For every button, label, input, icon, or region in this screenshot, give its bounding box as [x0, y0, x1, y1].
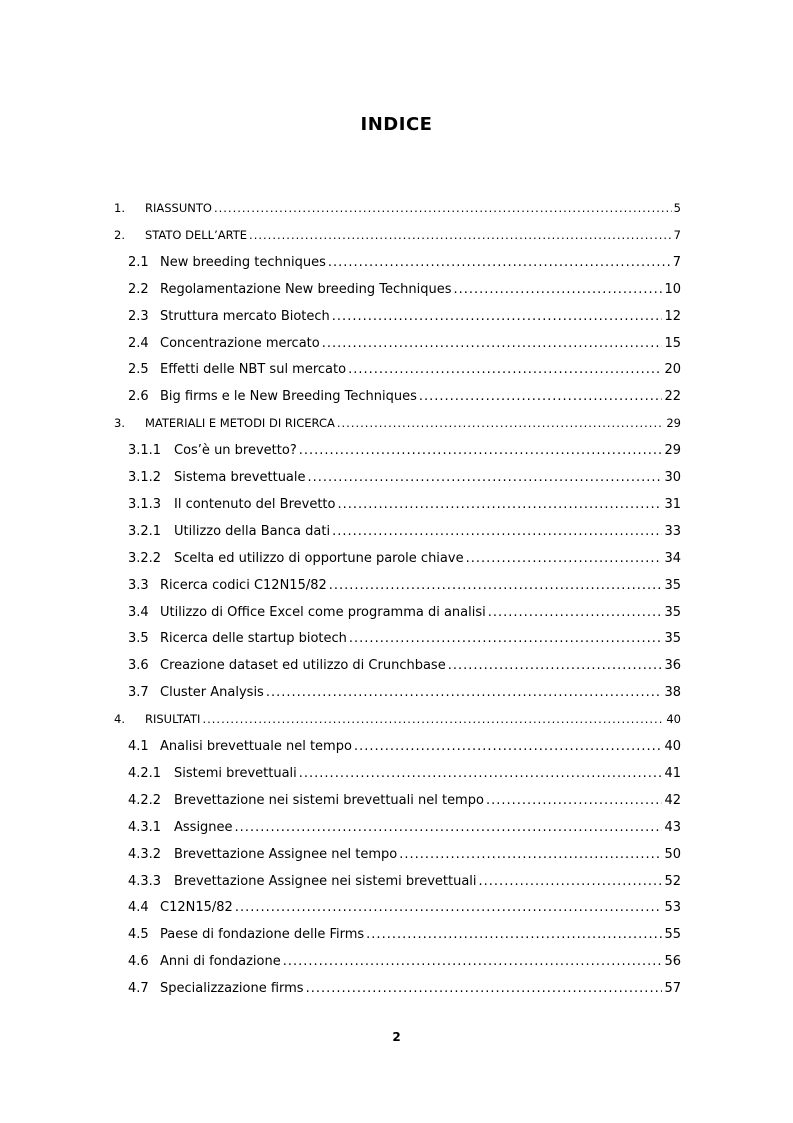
toc-entry-page: 33	[664, 523, 681, 539]
toc-entry[interactable]	[128, 900, 681, 922]
toc-entry[interactable]	[128, 282, 681, 304]
toc-entry[interactable]	[128, 954, 681, 976]
toc-leader-dots	[328, 255, 671, 270]
toc-entry-page: 29	[664, 443, 681, 459]
toc-entry-label: Brevettazione Assignee nel tempo	[174, 846, 398, 862]
toc-entry-label: Utilizzo della Banca dati	[174, 523, 331, 539]
toc-entry-label: Struttura mercato Biotech	[160, 308, 330, 324]
toc-entry-number: 4.3.2	[128, 846, 162, 862]
toc-entry-page: 22	[664, 389, 681, 405]
toc-entry-page: 50	[664, 846, 681, 862]
toc-entry-number: 4.3.3	[128, 873, 162, 889]
toc-leader-dots	[466, 551, 663, 566]
toc-entry-label: Brevettazione Assignee nei sistemi brevettuali	[174, 873, 477, 889]
toc-entry-number: 2.2	[128, 281, 149, 297]
toc-leader-dots	[337, 416, 664, 430]
toc-entry-page: 55	[664, 927, 681, 943]
toc-entry-label: Sistemi brevettuali	[174, 765, 297, 781]
toc-leader-dots	[337, 497, 662, 512]
toc-entry-page: 42	[664, 792, 681, 808]
toc-leader-dots	[329, 578, 663, 593]
toc-entry[interactable]	[128, 820, 681, 842]
toc-entry-number: 1.	[114, 201, 125, 215]
toc-leader-dots	[399, 847, 662, 862]
toc-entry-label: Cluster Analysis	[160, 685, 264, 701]
toc-entry-label: Regolamentazione New breeding Techniques	[160, 281, 452, 297]
toc-leader-dots	[266, 685, 663, 700]
toc-entry-number: 3.1.1	[128, 443, 162, 459]
toc-entry-page: 36	[664, 658, 681, 674]
toc-entry[interactable]	[128, 551, 681, 573]
page-number: 2	[392, 1030, 401, 1044]
toc-entry-page: 20	[664, 362, 681, 378]
toc-entry-page: 10	[664, 281, 681, 297]
toc-entry-label: C12N15/82	[160, 900, 233, 916]
toc-entry[interactable]	[128, 255, 681, 277]
toc-leader-dots	[332, 309, 663, 324]
toc-entry[interactable]	[128, 927, 681, 949]
toc-leader-dots	[202, 712, 664, 726]
toc-entry-page: 5	[673, 201, 681, 215]
toc-entry-label: Ricerca codici C12N15/82	[160, 577, 327, 593]
toc-entry-page: 35	[664, 577, 681, 593]
toc-leader-dots	[448, 658, 663, 673]
toc-entry-page: 7	[672, 254, 681, 270]
toc-entry-number: 3.7	[128, 685, 149, 701]
toc-leader-dots	[453, 282, 662, 297]
toc-entry[interactable]	[128, 443, 681, 465]
toc-entry-number: 3.5	[128, 631, 149, 647]
toc-entry[interactable]	[128, 685, 681, 707]
toc-entry[interactable]	[114, 201, 681, 223]
toc-entry-label: STATO DELL’ARTE	[145, 227, 248, 242]
toc-entry[interactable]	[114, 416, 681, 438]
toc-entry-number: 3.	[114, 416, 125, 431]
toc-leader-dots	[283, 954, 663, 969]
toc-entry-page: 40	[664, 739, 681, 754]
toc-leader-dots	[486, 793, 663, 808]
toc-entry[interactable]	[128, 524, 681, 546]
toc-leader-dots	[488, 605, 663, 620]
toc-entry-label: Big firms e le New Breeding Techniques	[160, 389, 417, 405]
toc-entry[interactable]	[128, 631, 681, 653]
toc-entry-number: 2.	[114, 227, 125, 242]
toc-entry[interactable]	[128, 739, 681, 761]
toc-entry[interactable]	[128, 309, 681, 331]
toc-entry-number: 3.3	[128, 577, 149, 593]
toc-entry[interactable]	[128, 578, 681, 600]
toc-entry-page: 57	[664, 981, 681, 997]
toc-leader-dots	[349, 631, 663, 646]
toc-entry-label: Ricerca delle startup biotech	[160, 631, 347, 647]
toc-entry-number: 3.1.3	[128, 496, 162, 512]
toc-entry-page: 52	[664, 873, 681, 889]
toc-entry-number: 4.2.2	[128, 792, 162, 808]
toc-leader-dots	[419, 389, 663, 404]
toc-leader-dots	[235, 900, 663, 915]
toc-entry[interactable]	[114, 712, 681, 734]
toc-leader-dots	[235, 820, 663, 835]
toc-leader-dots	[299, 766, 663, 781]
toc-entry-number: 4.7	[128, 981, 149, 997]
toc-entry-page: 43	[664, 819, 681, 835]
toc-entry-label: RIASSUNTO	[145, 201, 212, 215]
toc-entry-label: Il contenuto del Brevetto	[174, 496, 336, 512]
toc-leader-dots	[249, 228, 672, 242]
toc-leader-dots	[348, 362, 662, 377]
toc-entry-page: 30	[664, 470, 681, 485]
toc-entry-page: 53	[664, 900, 681, 916]
toc-leader-dots	[306, 981, 663, 996]
toc-entry-page: 56	[664, 954, 681, 970]
toc-entry-number: 2.6	[128, 389, 149, 405]
toc-entry[interactable]	[128, 389, 681, 411]
toc-entry-page: 12	[664, 308, 681, 324]
toc-entry-number: 2.4	[128, 335, 149, 351]
toc-leader-dots	[214, 201, 672, 215]
toc-entry-number: 4.2.1	[128, 765, 162, 781]
toc-entry-label: Cos’è un brevetto?	[174, 443, 297, 459]
toc-entry-number: 4.5	[128, 927, 149, 943]
toc-entry[interactable]	[128, 605, 681, 627]
toc-entry-number: 4.6	[128, 954, 149, 970]
toc-entry-label: New breeding techniques	[160, 254, 326, 270]
toc-entry-number: 3.2.1	[128, 523, 162, 539]
toc-entry-label: RISULTATI	[145, 712, 201, 727]
toc-leader-dots	[332, 524, 662, 539]
toc-entry-page: 41	[664, 765, 681, 781]
toc-leader-dots	[299, 443, 663, 458]
toc-entry-label: Anni di fondazione	[160, 954, 281, 970]
toc-entry-page: 34	[664, 550, 681, 566]
toc-entry[interactable]	[114, 228, 681, 250]
page-title: INDICE	[360, 114, 433, 135]
toc-entry-number: 3.6	[128, 658, 149, 674]
toc-entry-number: 3.4	[128, 604, 149, 620]
toc-entry-label: Utilizzo di Office Excel come programma di analisi	[160, 604, 486, 620]
toc-entry-page: 29	[666, 416, 681, 431]
toc-entry-page: 40	[666, 712, 681, 727]
toc-entry[interactable]	[128, 847, 681, 869]
toc-entry-page: 7	[673, 227, 681, 242]
toc-entry[interactable]	[128, 793, 681, 815]
toc-leader-dots	[366, 927, 662, 942]
toc-entry-label: MATERIALI E METODI DI RICERCA	[145, 416, 335, 431]
toc-entry-label: Effetti delle NBT sul mercato	[160, 362, 347, 378]
toc-leader-dots	[354, 739, 663, 754]
toc-entry-number: 2.1	[128, 254, 149, 270]
toc-entry-label: Assignee	[174, 819, 233, 835]
toc-entry-label: Concentrazione mercato	[160, 335, 320, 351]
toc-entry[interactable]	[128, 874, 681, 896]
toc-entry[interactable]	[128, 766, 681, 788]
toc-entry-number: 4.3.1	[128, 819, 162, 835]
toc-entry-page: 15	[664, 335, 681, 351]
toc-entry-number: 3.2.2	[128, 550, 162, 566]
toc-entry[interactable]	[128, 362, 681, 384]
toc-entry[interactable]	[128, 336, 681, 358]
toc-entry-label: Creazione dataset ed utilizzo di Crunchbase	[160, 658, 446, 674]
toc-entry-label: Paese di fondazione delle Firms	[160, 927, 365, 943]
toc-entry[interactable]	[128, 470, 681, 492]
toc-leader-dots	[322, 336, 663, 351]
toc-entry-label: Specializzazione firms	[160, 981, 304, 997]
toc-entry-label: Analisi brevettuale nel tempo	[160, 739, 352, 754]
toc-entry[interactable]	[128, 658, 681, 680]
toc-leader-dots	[479, 874, 663, 889]
toc-entry[interactable]	[128, 497, 681, 519]
toc-entry-number: 2.3	[128, 308, 149, 324]
toc-entry-label: Brevettazione nei sistemi brevettuali nel tempo	[174, 792, 484, 808]
toc-entry-label: Scelta ed utilizzo di opportune parole chiave	[174, 550, 464, 566]
toc-entry[interactable]	[128, 981, 681, 1003]
toc-entry-page: 35	[664, 631, 681, 647]
toc-entry-page: 31	[664, 496, 681, 512]
toc-entry-number: 3.1.2	[128, 470, 162, 485]
toc-entry-number: 4.1	[128, 739, 149, 754]
toc-entry-number: 4.4	[128, 900, 149, 916]
toc-entry-label: Sistema brevettuale	[174, 470, 306, 485]
toc-entry-number: 4.	[114, 712, 125, 727]
toc-leader-dots	[308, 470, 663, 485]
toc-entry-number: 2.5	[128, 362, 149, 378]
toc-entry-page: 35	[664, 604, 681, 620]
toc-entry-page: 38	[664, 685, 681, 701]
